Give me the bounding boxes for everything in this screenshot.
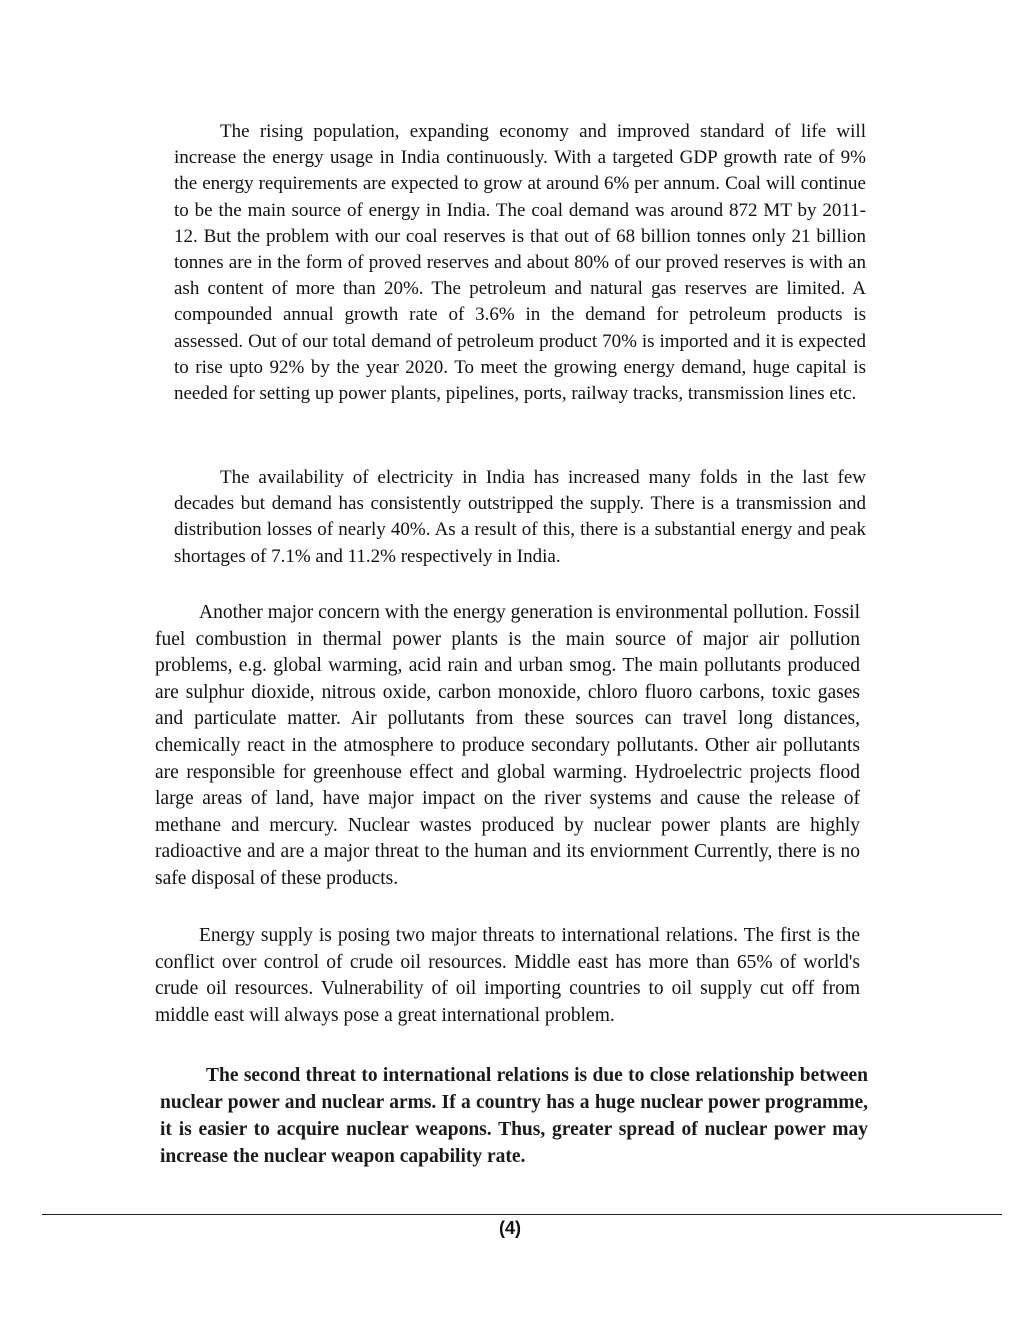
footer-divider [42, 1214, 1002, 1215]
paragraph-electricity-availability: The availability of electricity in India has increased many folds in the last few decades but demand has consistently outstripped the supply. There is a transmission and distribution losses of nearly 40%. As a result of this, there is a substantial energy and peak shortages of 7.1% and 11.2% respectively in India. [174, 467, 866, 567]
paragraph-environmental-pollution: Another major concern with the energy generation is environmental pollution. Fossil fuel combustion in thermal power plants is the main source of major air pollution problems, e.g. global warming, acid rain and urban smog. The main pollutants produced are sulphur dioxide, nitrous oxide, carbon monoxide, chloro fluoro carbons, toxic gases and particulate matter. Air pollutants from these sources can travel long distances, chemically react in the atmosphere to produce secondary pollutants. Other air pollutants are responsible for greenhouse effect and global warming. Hydroelectric projects flood large areas of land, have major impact on the river systems and cause the release of methane and mercury. Nuclear wastes produced by nuclear power plants are highly radioactive and are a major threat to the human and its enviornment Currently, there is no safe disposal of these products. [155, 602, 860, 889]
paragraph-nuclear-threat: The second threat to international relations is due to close relationship between nuclear power and nuclear arms. If a country has a huge nuclear power programme, it is easier to acquire nuclear weapons. Thus, greater spread of nuclear power may increase the nuclear weapon capability rate. [160, 1065, 868, 1167]
page-number: (4) [499, 1218, 521, 1238]
paragraph-energy-demand: The rising population, expanding economy and improved standard of life will increase the energy usage in India continuously. With a targeted GDP growth rate of 9% the energy requirements are expected to grow at around 6% per annum. Coal will continue to be the main source of energy in India. The coal demand was around 872 MT by 2011-12. But the problem with our coal reserves is that out of 68 billion tonnes only 21 billion tonnes are in the form of proved reserves and about 80% of our proved reserves is with an ash content of more than 20%. The petroleum and natural gas reserves are limited. A compounded annual growth rate of 3.6% in the demand for petroleum products is assessed. Out of our total demand of petroleum product 70% is imported and it is expected to rise upto 92% by the year 2020. To meet the growing energy demand, huge capital is needed for setting up power plants, pipelines, ports, railway tracks, transmission lines etc. [174, 121, 866, 405]
paragraph-international-relations: Energy supply is posing two major threats to international relations. The first is the conflict over control of crude oil resources. Middle east has more than 65% of world's crude oil resources. Vulnerability of oil importing countries to oil supply cut off from middle east will always pose a great international problem. [155, 925, 860, 1026]
